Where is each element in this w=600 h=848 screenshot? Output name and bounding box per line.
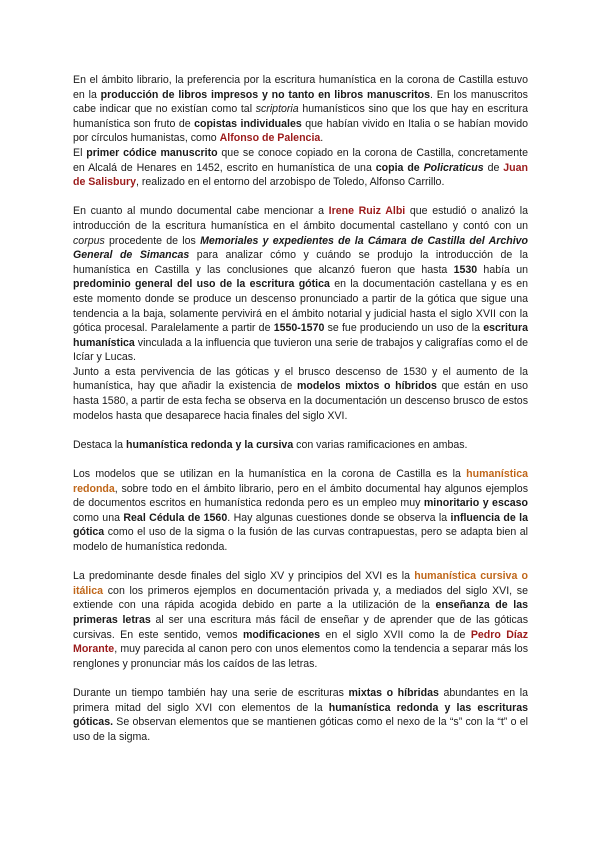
text: para analizar cómo y cuándo se produjo la introducción de la humanística en Castilla y las conclusiones que alcanzó fueron que hasta xyxy=(73,249,529,276)
text: que habían vivido en Italia o se habían movido por círculos humanistas, como xyxy=(73,117,528,145)
emphasis: humanística redonda y la cursiva xyxy=(126,438,294,451)
text: Los modelos que se utilizan en la humanística en la corona de Castilla es la xyxy=(73,468,467,481)
text: se fue produciendo un uso de la xyxy=(324,322,484,335)
text: había un xyxy=(477,263,529,276)
text: En el ámbito librario, la preferencia por la escritura humanística en la corona de Castilla estuvo en la xyxy=(73,74,528,101)
emphasis: predominio general del uso de la escritura gótica xyxy=(73,278,330,291)
emphasis: influencia de la gótica xyxy=(73,511,528,539)
text: en el siglo XVII como la de xyxy=(320,628,471,641)
emphasis: modificaciones xyxy=(242,628,321,641)
paragraph-primer-codice xyxy=(73,146,528,190)
text: Se observan elementos que se mantienen góticas como el nexo de la “s” con la “t” o el uso de la sigma. xyxy=(73,716,528,743)
text: como una xyxy=(73,511,124,524)
paragraph-librario xyxy=(73,73,528,146)
text: Junto a esta pervivencia de las góticas y el brusco descenso de 1530 y el aumento de la humanística, hay que añadir la existencia de xyxy=(73,365,528,393)
text: Durante un tiempo también hay una serie de escrituras xyxy=(73,686,349,699)
emphasis: copia de xyxy=(375,161,424,174)
text: humanísticos sino que los que hay en escritura humanística son fruto de xyxy=(73,103,529,130)
person-name-highlight: Juan de Salisbury xyxy=(73,161,529,189)
paragraph-pervivencia xyxy=(73,365,528,423)
emphasis: minoritario y escaso xyxy=(423,497,528,510)
text: La predominante desde finales del siglo XV y principios del XVI es la xyxy=(73,570,415,583)
text: al ser una escritura más fácil de enseñar y de aprender que de las góticas cursivas. En este sentido, vemos xyxy=(73,613,528,641)
emphasis: escritura humanística xyxy=(73,322,528,349)
emphasis: Real Cédula de 1560 xyxy=(123,511,228,524)
script-type-highlight: humanística redonda xyxy=(73,468,528,495)
paragraph-redonda xyxy=(73,467,528,555)
person-name-highlight: Alfonso de Palencia xyxy=(219,132,321,145)
emphasis: primer códice manuscrito xyxy=(86,146,218,159)
text: como el uso de la sigma o la fusión de las curvas contrapuestas, pero se adapta bien al modelo de humanística redonda. xyxy=(73,526,528,553)
text: con los primeros ejemplos en documentación privada y, a mediados del siglo XVI, se extiende con una rápida acogida debido en parte a la utilización de la xyxy=(73,584,528,612)
text: En cuanto al mundo documental cabe mencionar a xyxy=(73,205,329,218)
emphasis: humanística redonda y las escrituras góticas. xyxy=(73,701,528,729)
text: que se conoce copiado en la corona de Castilla, concretamente en Alcalá de Henares en 1452, escrito en humanística de una xyxy=(73,146,528,174)
emphasis: mixtas o híbridas xyxy=(348,686,439,699)
text: vinculada a la influencia que tuvieron una serie de trabajos y caligrafías como el de Icíar y Lucas. xyxy=(73,336,528,364)
emphasis: producción de libros impresos y no tanto en libros manuscritos xyxy=(100,88,430,101)
script-type-highlight: humanística cursiva o itálica xyxy=(73,570,528,597)
text: que estudió o analizó la introducción de la escritura humanística en el ámbito documental castellano y contó con un xyxy=(73,205,529,232)
emphasis: 1530 xyxy=(453,263,478,276)
emphasis: copistas individuales xyxy=(194,117,302,130)
italic-term: corpus xyxy=(73,234,105,247)
text: procedente de los xyxy=(104,234,201,247)
text: El xyxy=(73,146,87,159)
person-name-highlight: Irene Ruiz Albi xyxy=(328,205,406,218)
text: de xyxy=(483,161,504,174)
text: Destaca la xyxy=(73,438,126,451)
paragraph-destaca xyxy=(73,438,528,453)
text: que están en uso hasta 1580, a partir de esta fecha se observa en la documentación un descenso brusco de estos modelos hasta que desaparece hacia finales del siglo XVI. xyxy=(73,380,528,422)
emphasis: enseñanza de las primeras letras xyxy=(73,599,528,626)
text: abundantes en la primera mitad del siglo XVI con elementos de la xyxy=(73,686,528,714)
italic-term: scriptoria xyxy=(255,103,299,116)
person-name-highlight: Pedro Díaz Morante xyxy=(73,628,528,656)
archive-title: Memoriales y expedientes de la Cámara de Castilla del Archivo General de Simancas xyxy=(73,234,529,262)
book-title: Policraticus xyxy=(423,161,484,174)
text: . xyxy=(320,132,324,145)
text: . Hay algunas cuestiones donde se observa la xyxy=(227,511,451,524)
paragraph-documental xyxy=(73,204,528,365)
text: en la documentación castellana y es en este momento donde se produce un descenso pronunciado a partir de la gótica que sigue una tendencia a la baja, solamente pervivirá en el ámbito notarial y judicial hasta el siglo XVII con la gótica procesal. Paralelamente a partir de xyxy=(73,278,528,335)
text: con varias ramificaciones en ambas. xyxy=(293,438,468,451)
text: . En los manuscritos cabe indicar que no existían como tal xyxy=(73,88,528,116)
text: , sobre todo en el ámbito librario, pero en el ámbito documental hay algunos ejemplos de documentos escritos en humanística redonda pero es un empleo muy xyxy=(73,482,528,510)
document-body xyxy=(73,73,528,744)
paragraph-mixtas xyxy=(73,686,528,744)
text: , muy parecida al canon pero con unos elementos como la tendencia a separar más los renglones y pronunciar más los caídos de las letras. xyxy=(73,643,528,670)
emphasis: modelos mixtos o híbridos xyxy=(296,380,437,393)
text: , realizado en el entorno del arzobispo de Toledo, Alfonso Carrillo. xyxy=(136,176,445,189)
paragraph-cursiva xyxy=(73,569,528,671)
emphasis: 1550-1570 xyxy=(273,322,325,335)
